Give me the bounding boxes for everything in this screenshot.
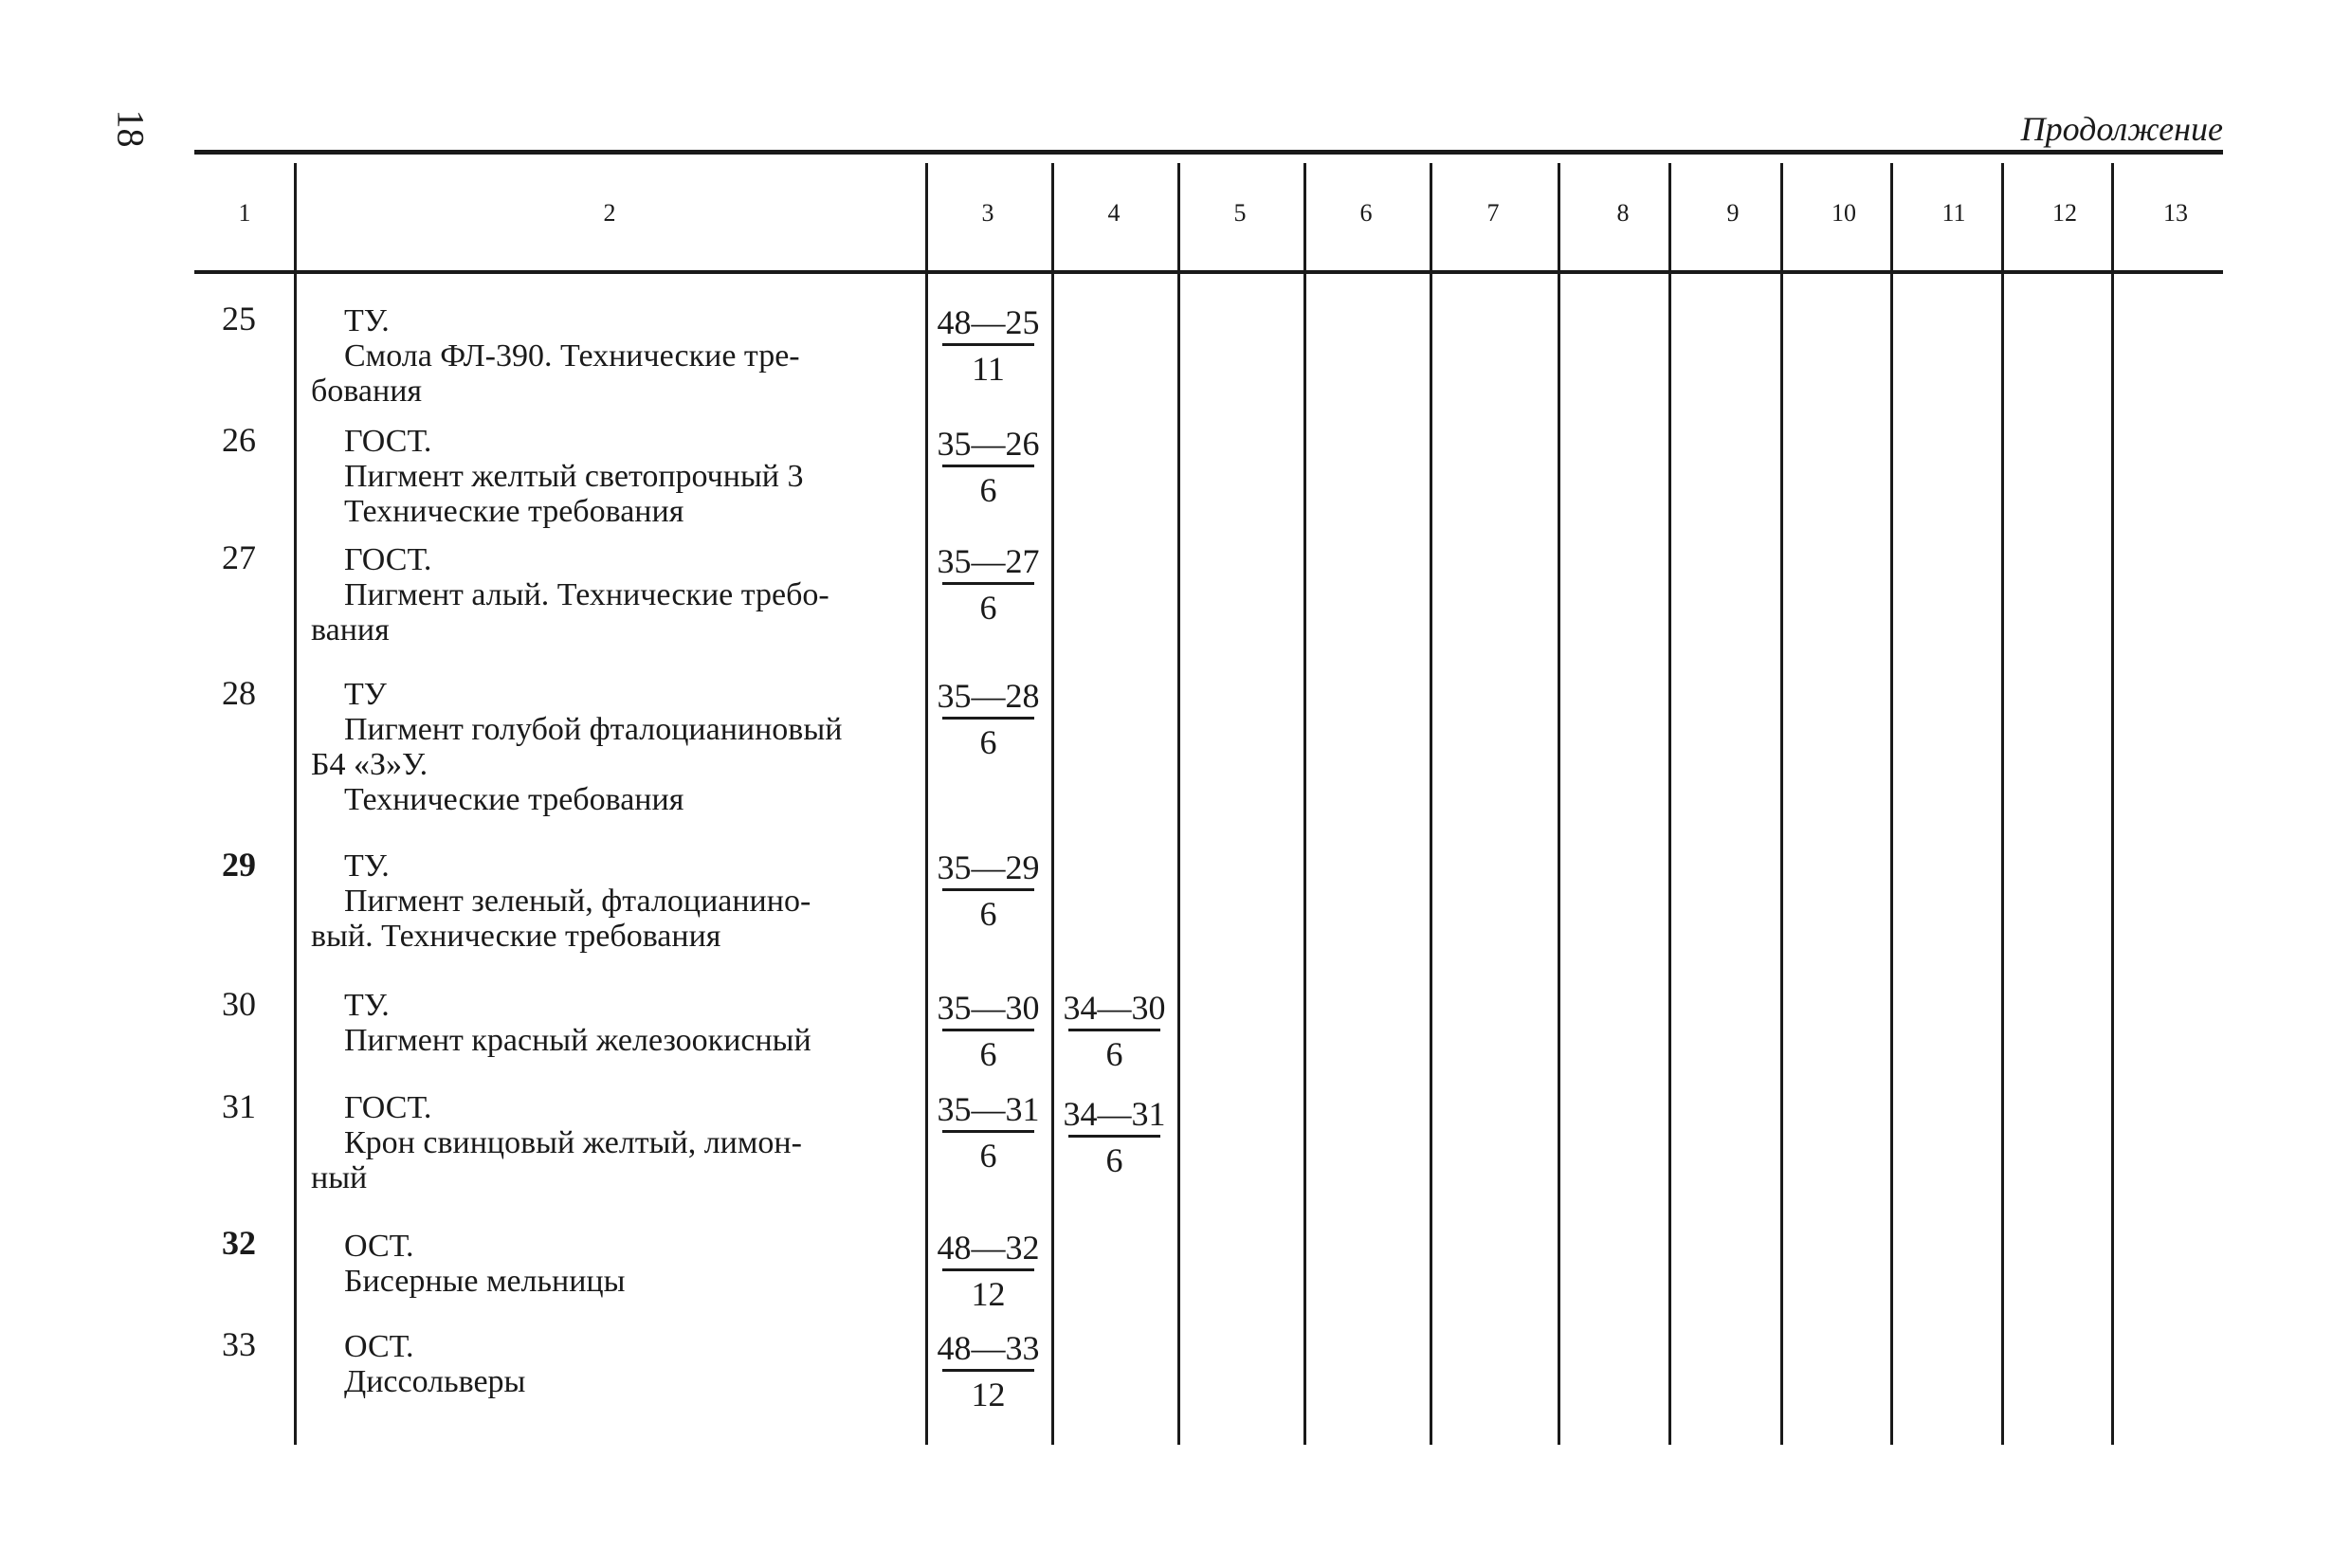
fraction-bar bbox=[942, 343, 1034, 346]
col3-fraction bbox=[929, 1229, 1048, 1313]
row-description bbox=[311, 1329, 918, 1399]
fraction-numerator: 48—33 bbox=[937, 1329, 1040, 1367]
doc-type: ГОСТ. bbox=[344, 542, 432, 577]
doc-title: Бисерные мельницы bbox=[344, 1264, 626, 1299]
fraction-numerator: 48—25 bbox=[937, 303, 1040, 341]
doc-title: Диссольверы bbox=[344, 1364, 526, 1399]
row-number: 28 bbox=[222, 674, 256, 712]
column-header: 6 bbox=[1359, 199, 1373, 227]
col3-fraction bbox=[929, 542, 1048, 627]
fraction-numerator: 34—31 bbox=[1063, 1095, 1166, 1133]
row-description bbox=[311, 1090, 918, 1195]
column-header: 4 bbox=[1107, 199, 1121, 227]
row-description bbox=[311, 424, 918, 529]
doc-type: ОСТ. bbox=[344, 1329, 414, 1364]
doc-title: Пигмент голубой фталоцианиновый bbox=[344, 712, 843, 747]
fraction-bar bbox=[942, 1268, 1034, 1271]
column-divider bbox=[2001, 163, 2004, 1445]
fraction-denominator: 6 bbox=[979, 1035, 997, 1073]
column-divider bbox=[1558, 163, 1560, 1445]
doc-type: ТУ. bbox=[344, 303, 390, 338]
doc-type: ГОСТ. bbox=[344, 1090, 432, 1125]
col3-fraction bbox=[929, 989, 1048, 1073]
col3-fraction bbox=[929, 425, 1048, 509]
fraction-bar bbox=[942, 465, 1034, 467]
fraction-numerator: 35—28 bbox=[937, 677, 1040, 715]
row-description bbox=[311, 988, 918, 1058]
fraction-numerator: 35—27 bbox=[937, 542, 1040, 580]
doc-title-cont: ный bbox=[311, 1160, 368, 1195]
column-header: 3 bbox=[981, 199, 994, 227]
column-header: 11 bbox=[1941, 199, 1966, 227]
doc-type: ТУ. bbox=[344, 848, 390, 884]
row-number: 29 bbox=[222, 846, 256, 884]
fraction-denominator: 6 bbox=[979, 723, 997, 761]
doc-title-cont: Б4 «З»У. bbox=[311, 747, 428, 782]
fraction-numerator: 35—26 bbox=[937, 425, 1040, 463]
column-divider bbox=[1890, 163, 1893, 1445]
row-number: 31 bbox=[222, 1087, 256, 1125]
fraction-bar bbox=[1068, 1029, 1160, 1031]
fraction-bar bbox=[942, 1130, 1034, 1133]
column-divider bbox=[1303, 163, 1306, 1445]
row-number: 30 bbox=[222, 985, 256, 1023]
col4-fraction bbox=[1055, 989, 1174, 1073]
fraction-denominator: 6 bbox=[979, 1137, 997, 1175]
row-number: 32 bbox=[222, 1224, 256, 1262]
doc-title: Смола ФЛ-390. Технические тре- bbox=[344, 338, 800, 374]
doc-title: Пигмент желтый светопрочный 3 bbox=[344, 459, 804, 494]
col3-fraction bbox=[929, 1090, 1048, 1175]
fraction-numerator: 35—29 bbox=[937, 848, 1040, 886]
doc-title-cont: Технические требования bbox=[344, 782, 684, 817]
column-divider bbox=[1668, 163, 1671, 1445]
row-description bbox=[311, 542, 918, 647]
col3-fraction bbox=[929, 677, 1048, 761]
doc-title: Пигмент алый. Технические требо- bbox=[344, 577, 829, 612]
row-number: 25 bbox=[222, 300, 256, 337]
fraction-numerator: 48—32 bbox=[937, 1229, 1040, 1267]
column-header: 8 bbox=[1616, 199, 1630, 227]
col3-fraction bbox=[929, 848, 1048, 933]
doc-type: ТУ. bbox=[344, 988, 390, 1023]
doc-title: Пигмент зеленый, фталоцианино- bbox=[344, 884, 811, 919]
column-divider bbox=[925, 163, 928, 1445]
fraction-numerator: 35—30 bbox=[937, 989, 1040, 1027]
column-header: 5 bbox=[1233, 199, 1247, 227]
column-header: 10 bbox=[1832, 199, 1856, 227]
column-header: 13 bbox=[2163, 199, 2188, 227]
continuation-label: Продолжение bbox=[2020, 110, 2223, 148]
column-divider bbox=[1051, 163, 1054, 1445]
table-top-rule bbox=[194, 150, 2223, 155]
fraction-denominator: 6 bbox=[979, 895, 997, 933]
col3-fraction bbox=[929, 303, 1048, 388]
page-number: 18 bbox=[109, 109, 153, 148]
row-description bbox=[311, 303, 918, 409]
row-number: 33 bbox=[222, 1325, 256, 1363]
doc-title: Крон свинцовый желтый, лимон- bbox=[344, 1125, 802, 1160]
doc-title-cont: бования bbox=[311, 374, 423, 409]
column-divider bbox=[1177, 163, 1180, 1445]
fraction-denominator: 6 bbox=[1105, 1141, 1123, 1179]
fraction-numerator: 34—30 bbox=[1063, 989, 1166, 1027]
col4-fraction bbox=[1055, 1095, 1174, 1179]
table-header-rule bbox=[194, 270, 2223, 274]
fraction-denominator: 12 bbox=[971, 1376, 1006, 1413]
row-description bbox=[311, 1229, 918, 1299]
fraction-denominator: 11 bbox=[972, 350, 1005, 388]
column-header: 1 bbox=[238, 199, 251, 227]
column-header: 2 bbox=[603, 199, 616, 227]
fraction-bar bbox=[942, 1369, 1034, 1372]
row-description bbox=[311, 677, 918, 817]
column-header: 12 bbox=[2052, 199, 2077, 227]
column-divider bbox=[1430, 163, 1432, 1445]
fraction-bar bbox=[942, 1029, 1034, 1031]
col3-fraction bbox=[929, 1329, 1048, 1413]
doc-title-cont: Технические требования bbox=[344, 494, 684, 529]
fraction-bar bbox=[942, 717, 1034, 720]
fraction-denominator: 12 bbox=[971, 1275, 1006, 1313]
fraction-denominator: 6 bbox=[1105, 1035, 1123, 1073]
fraction-numerator: 35—31 bbox=[937, 1090, 1040, 1128]
doc-title-cont: вый. Технические требования bbox=[311, 919, 721, 954]
fraction-bar bbox=[1068, 1135, 1160, 1138]
fraction-denominator: 6 bbox=[979, 471, 997, 509]
column-divider bbox=[294, 163, 297, 1445]
doc-type: ТУ bbox=[344, 677, 387, 712]
column-divider bbox=[1780, 163, 1783, 1445]
doc-title-cont: вания bbox=[311, 612, 390, 647]
column-header: 9 bbox=[1726, 199, 1740, 227]
column-header: 7 bbox=[1486, 199, 1500, 227]
doc-type: ОСТ. bbox=[344, 1229, 414, 1264]
doc-type: ГОСТ. bbox=[344, 424, 432, 459]
column-divider bbox=[2111, 163, 2114, 1445]
row-description bbox=[311, 848, 918, 954]
fraction-bar bbox=[942, 582, 1034, 585]
fraction-bar bbox=[942, 888, 1034, 891]
row-number: 27 bbox=[222, 538, 256, 576]
doc-title: Пигмент красный железоокисный bbox=[344, 1023, 811, 1058]
fraction-denominator: 6 bbox=[979, 589, 997, 627]
row-number: 26 bbox=[222, 421, 256, 459]
